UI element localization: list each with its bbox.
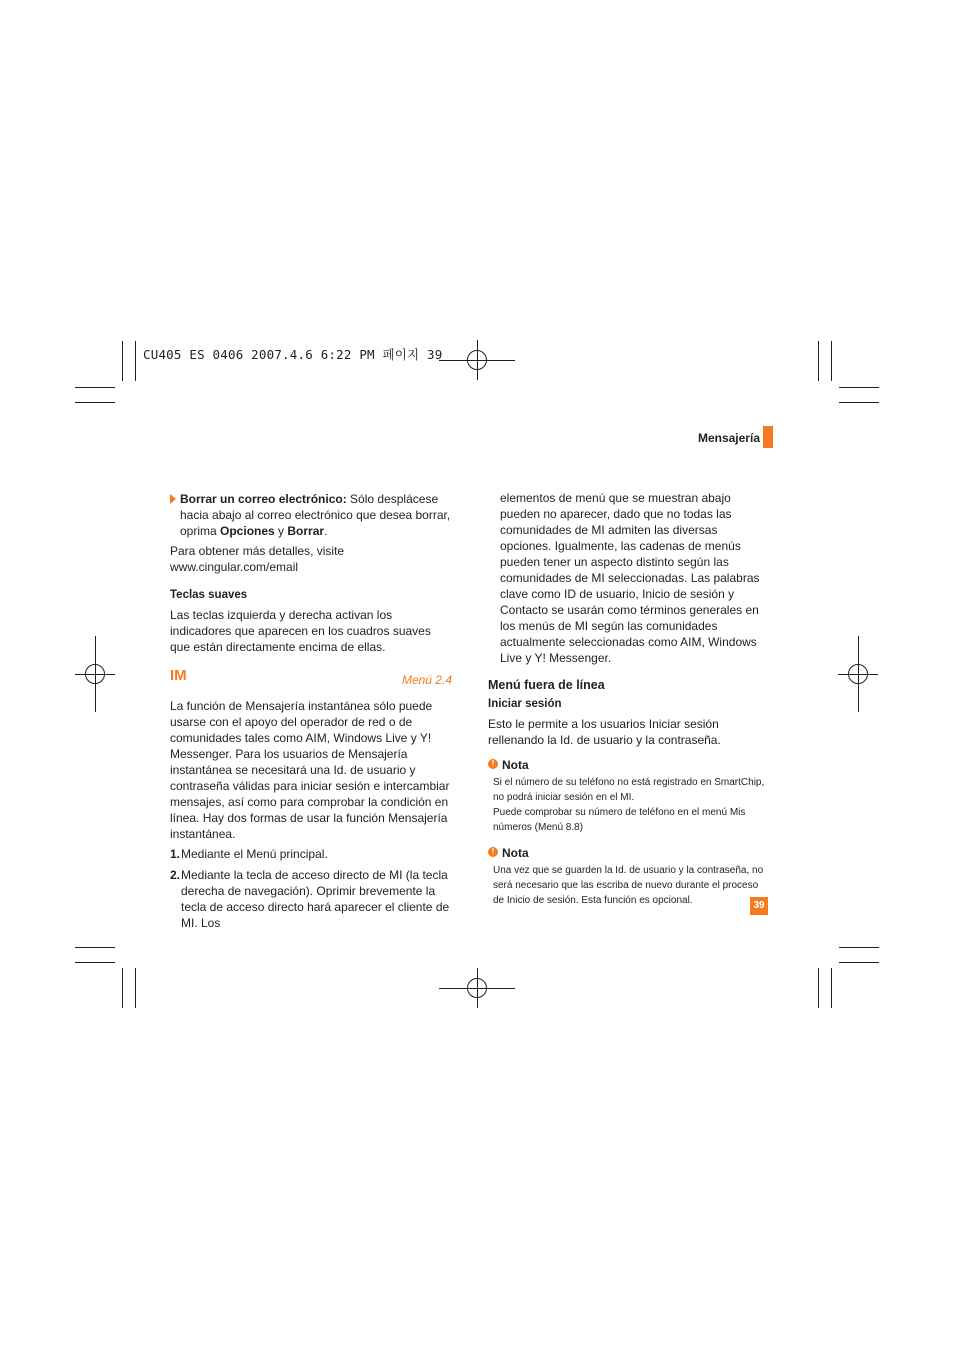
offline-menu-heading: Menú fuera de línea bbox=[488, 678, 605, 692]
left-column bbox=[170, 491, 452, 931]
opciones-keyword: Opciones bbox=[220, 524, 275, 538]
bullet-heading: Borrar un correo electrónico: bbox=[180, 492, 347, 506]
continued-text: elementos de menú que se muestran abajo pueden no aparecer, dado que no todas las comunidades de MI admiten las diversas opciones. Igualmente, las cadenas de menús pueden tener un aspecto distinto según las comunidades de MI seleccionadas. Las palabras clave como ID de usuario, Inicio de sesión y Contacto se usarán como términos generales en los menús de MI según las comunidades actualmente seleccionadas como AIM, Windows Live y Y! Messenger. bbox=[500, 491, 760, 665]
note-title: Nota bbox=[502, 758, 529, 772]
note-line: Una vez que se guarden la Id. de usuario y la contraseña, no será necesario que las escriba de nuevo durante el proceso de Inicio de sesión. Esta función es opcional. bbox=[493, 865, 764, 906]
section-header-title: Mensajería bbox=[697, 431, 760, 445]
teclas-heading: Teclas suaves bbox=[170, 589, 248, 601]
list-item bbox=[170, 867, 452, 931]
print-info: CU405 ES 0406 2007.4.6 6:22 PM 페이지 39 bbox=[143, 347, 443, 362]
bullet-text: Sólo desplácese hacia abajo al correo electrónico que desea borrar, oprima bbox=[180, 492, 451, 538]
list-item-number: 2. bbox=[170, 868, 181, 882]
note-line: Si el número de su teléfono no está registrado en SmartChip, no podrá iniciar sesión en el MI. bbox=[493, 777, 765, 803]
note-heading bbox=[488, 845, 770, 861]
im-text: La función de Mensajería instantánea sólo puede usarse con el apoyo del operador de red o de comunidades tales como AIM, Windows Live y Y! Messenger. Para los usuarios de Mensajería instantánea se necesitará una Id. de usuario y contraseña válidas para iniciar sesión e intercambiar mensajes, así como para comprobar la condición en línea. Hay dos formas de usar la función Mensajería instantánea. bbox=[170, 699, 450, 841]
list-item-text: Mediante la tecla de acceso directo de MI (la tecla derecha de navegación). Oprimir brevemente la tecla de acceso directo hará aparecer el cliente de MI. Los bbox=[181, 868, 450, 930]
list-item-text: Mediante el Menú principal. bbox=[181, 847, 328, 861]
teclas-text: Las teclas izquierda y derecha activan los indicadores que aparecen en los cuadros suaves que están directamente encima de ellas. bbox=[170, 608, 431, 654]
bullet-period: . bbox=[324, 524, 328, 538]
details-text: Para obtener más detalles, visite www.cingular.com/email bbox=[170, 544, 345, 574]
list-item-number: 1. bbox=[170, 847, 181, 861]
note-heading bbox=[488, 757, 770, 773]
login-heading: Iniciar sesión bbox=[488, 698, 562, 710]
exclamation-icon: ! bbox=[488, 847, 498, 857]
list-item bbox=[170, 846, 452, 862]
page-number: 39 bbox=[750, 897, 768, 915]
login-text: Esto le permite a los usuarios Iniciar sesión rellenando la Id. de usuario y la contraseña. bbox=[488, 717, 721, 747]
im-menu-ref: Menú 2.4 bbox=[401, 673, 452, 687]
note-line: Puede comprobar su número de teléfono en el menú Mis números (Menú 8.8) bbox=[493, 807, 746, 833]
note-title: Nota bbox=[502, 846, 529, 860]
delete-email-bullet bbox=[170, 491, 452, 539]
im-section-header bbox=[170, 668, 452, 688]
borrar-keyword: Borrar bbox=[287, 524, 325, 538]
section-header-tab bbox=[763, 426, 773, 448]
im-title: IM bbox=[170, 667, 187, 684]
exclamation-icon: ! bbox=[488, 759, 498, 769]
bullet-conjunction: y bbox=[274, 524, 288, 538]
right-column bbox=[488, 490, 770, 908]
bullet-arrow-icon bbox=[170, 494, 176, 504]
